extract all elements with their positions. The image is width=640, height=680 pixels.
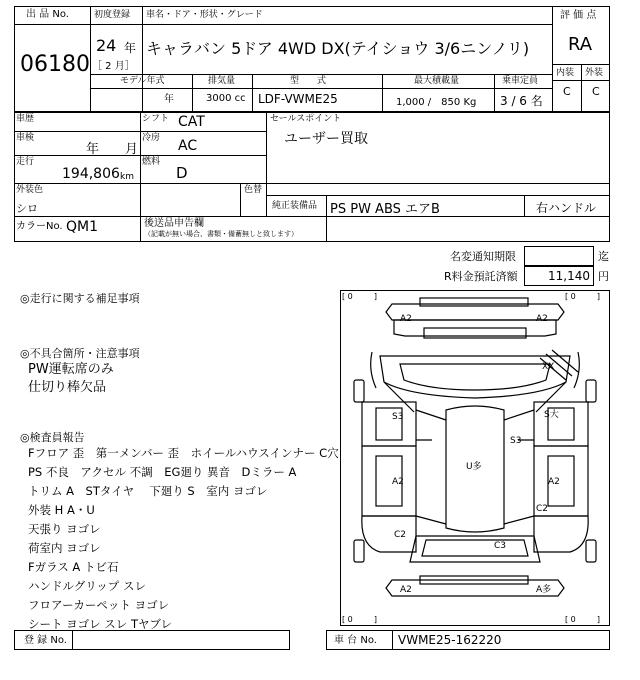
type-value: LDF-VWME25 xyxy=(258,92,338,106)
exterior-grade: C xyxy=(592,85,600,98)
damage-mark: A2 xyxy=(392,477,404,487)
lot-number: 06180 xyxy=(20,52,90,77)
diagram-corner-label: [ 0 ] xyxy=(565,292,600,301)
inspector-line: フロアーカーペット ヨゴレ xyxy=(28,598,170,612)
diagram-corner-label: [ 0 ] xyxy=(565,615,600,624)
recycle-unit: 円 xyxy=(598,270,609,283)
inspector-line: 外装 H A・U xyxy=(28,503,95,517)
mileage-label: 走行 xyxy=(16,157,35,167)
color-no-label: カラーNo. xyxy=(16,221,63,232)
chassis-number: VWME25-162220 xyxy=(398,633,502,647)
load-label: 最大積載量 xyxy=(414,76,460,86)
inspector-line: トリム A STタイヤ 下廻り S 室内 ヨゴレ xyxy=(28,484,268,498)
divider xyxy=(326,195,327,216)
defect-item: 仕切り棒欠品 xyxy=(28,380,107,395)
displacement-label: 排気量 xyxy=(208,76,236,86)
ext-color-label: 外装色 xyxy=(16,185,44,195)
damage-mark: C2 xyxy=(394,530,407,540)
shift-value: CAT xyxy=(178,114,205,130)
divider xyxy=(392,630,393,650)
damage-mark: C3 xyxy=(494,541,507,551)
damage-mark: C2 xyxy=(536,504,549,514)
name-change-field xyxy=(524,246,594,266)
steering-value: 右ハンドル xyxy=(536,201,597,215)
exterior-label: 外装 xyxy=(585,68,604,78)
sales-point-label: セールスポイント xyxy=(270,114,342,124)
color-no-value: QM1 xyxy=(66,219,99,235)
grade-value: RA xyxy=(568,34,593,55)
capacity-label: 乗車定員 xyxy=(502,76,539,86)
divider xyxy=(90,74,552,75)
divider xyxy=(192,74,193,112)
divider xyxy=(240,183,241,216)
sales-point-value: ユーザー買取 xyxy=(284,131,368,147)
capacity-value: 3 / 6 名 xyxy=(500,94,543,108)
aftermarket-note: （記載が無い場合、書類・備蓄無しと致します） xyxy=(144,230,298,238)
name-change-unit: 迄 xyxy=(598,250,609,263)
divider xyxy=(552,6,553,112)
damage-mark: S3 xyxy=(510,436,522,446)
divider xyxy=(14,24,90,25)
ac-value: AC xyxy=(178,138,198,154)
reg-month: ［ 2 月］ xyxy=(92,61,135,72)
interior-grade: C xyxy=(563,85,571,98)
divider xyxy=(252,74,253,112)
mileage-value: 194,806 xyxy=(62,166,120,182)
diagram-corner-label: [ 0 ] xyxy=(342,292,377,301)
divider xyxy=(524,195,525,216)
ac-label: 冷房 xyxy=(142,133,161,143)
model-year-label: モデル年式 xyxy=(120,76,165,86)
fuel-label: 燃料 xyxy=(142,157,161,167)
divider xyxy=(581,64,582,112)
ext-color-value: シロ xyxy=(16,202,38,215)
divider xyxy=(382,74,383,112)
inspector-line: Fガラス A トビ石 xyxy=(28,560,119,574)
inspection-label: 車検 xyxy=(16,133,35,143)
history-label: 車歴 xyxy=(16,114,35,124)
damage-mark: A多 xyxy=(536,585,552,595)
defects-header: ◎不具合箇所・注意事項 xyxy=(20,347,140,360)
name-change-label: 名変通知期限 xyxy=(450,250,516,263)
inspection-value: 年 月 xyxy=(86,142,139,157)
inspector-line: 天張り ヨゴレ xyxy=(28,522,101,536)
divider xyxy=(266,195,610,196)
divider xyxy=(72,630,73,650)
lot-label: 出 品 No. xyxy=(26,9,69,20)
divider xyxy=(552,80,610,81)
divider xyxy=(14,216,610,217)
equipment-label: 純正装備品 xyxy=(272,201,318,211)
inspector-line: シート ヨゴレ スレ Tヤブレ xyxy=(28,617,173,631)
inspector-line: Fフロア 歪 第一メンバー 歪 ホイールハウスインナー C穴 xyxy=(28,446,339,460)
divider xyxy=(266,112,267,216)
divider xyxy=(326,216,327,242)
damage-mark: S3 xyxy=(392,412,404,422)
model-label: 車名・ドア・形状・グレード xyxy=(146,10,263,20)
displacement-value: 3000 cc xyxy=(206,93,246,104)
reg-year-unit: 年 xyxy=(124,41,137,55)
model-name: キャラバン 5ドア 4WD DX(テイショウ 3/6ニンノリ) xyxy=(146,39,530,58)
chassis-label: 車 台 No. xyxy=(334,635,377,646)
grade-label: 評 価 点 xyxy=(560,10,597,21)
fuel-value: D xyxy=(176,164,188,182)
divider xyxy=(90,24,552,25)
damage-mark: XX xyxy=(542,362,555,372)
type-label: 型 式 xyxy=(290,76,327,86)
damage-mark: U多 xyxy=(466,462,482,472)
driving-notes-header: ◎走行に関する補足事項 xyxy=(20,292,140,305)
damage-mark: A2 xyxy=(536,314,548,324)
car-outline-diagram xyxy=(340,290,610,626)
divider xyxy=(14,183,610,184)
aftermarket-label: 後送品申告欄 xyxy=(144,218,204,229)
reg-year: 24 xyxy=(96,36,117,55)
damage-mark: A2 xyxy=(400,314,412,324)
inspector-line: 荷室内 ヨゴレ xyxy=(28,541,101,555)
shift-label: シフト xyxy=(142,114,170,124)
mileage-unit: km xyxy=(120,172,134,182)
load-value: 1,000 / 850 Kg xyxy=(396,97,477,108)
divider xyxy=(14,131,266,132)
divider xyxy=(90,88,552,89)
interior-label: 内装 xyxy=(556,68,575,78)
reg-no-label: 登 録 No. xyxy=(24,635,67,646)
divider xyxy=(90,6,91,112)
divider xyxy=(14,155,266,156)
equipment-value: PS PW ABS エアB xyxy=(330,202,440,217)
divider xyxy=(142,6,143,112)
divider xyxy=(494,74,495,112)
damage-mark: A2 xyxy=(548,477,560,487)
color-change-label: 色替 xyxy=(244,185,263,195)
damage-mark: A2 xyxy=(400,585,412,595)
damage-mark: S大 xyxy=(544,410,559,420)
defect-item: PW運転席のみ xyxy=(28,362,114,377)
recycle-amount: 11,140 xyxy=(548,269,590,283)
inspector-header: ◎検査員報告 xyxy=(20,431,85,444)
model-year-unit: 年 xyxy=(164,94,174,105)
recycle-label: R料金預託済額 xyxy=(444,270,518,283)
inspector-line: PS 不良 アクセル 不調 EG廻り 異音 Dミラー A xyxy=(28,465,297,479)
inspector-line: ハンドルグリップ スレ xyxy=(28,579,146,593)
reg-label: 初度登録 xyxy=(94,10,131,20)
diagram-corner-label: [ 0 ] xyxy=(342,615,377,624)
